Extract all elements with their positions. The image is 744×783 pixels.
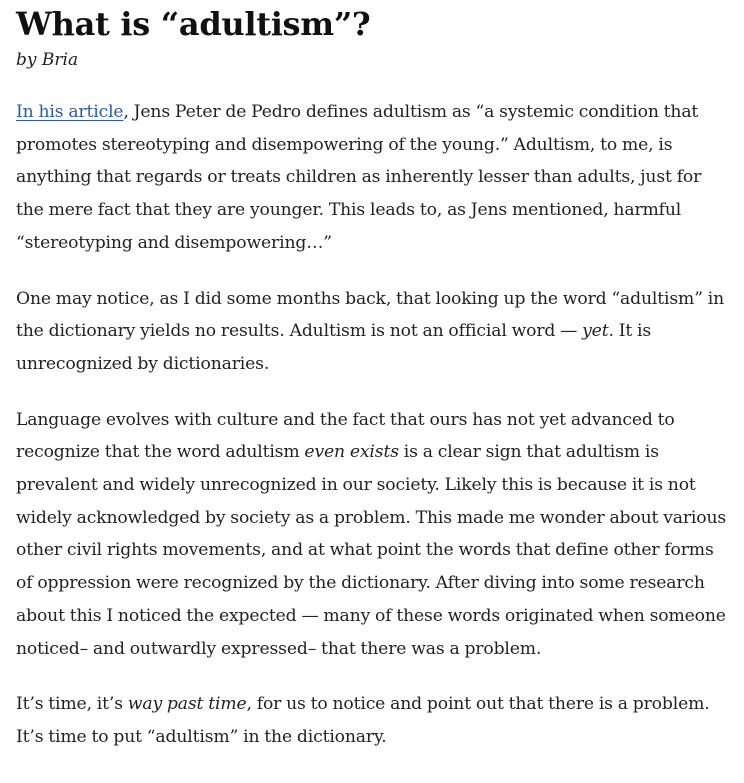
paragraph-1-text: , Jens Peter de Pedro defines adultism as “a systemic condition that promotes stereotyping and disempowering of the young.” Adultism, to me, is anything that regards or treats children as inherently lesser than adults, just for the mere fact that they are younger. This leads to, as Jens mentioned, harmful “stereotyping and disempowering…” [16,102,702,253]
paragraph-2-emphasis: yet [582,321,609,342]
byline: by Bria [16,50,79,70]
paragraph-3-emphasis: even exists [304,442,399,463]
paragraph-2-text-b: . It is unrecognized by dictionaries. [16,321,652,374]
paragraph-4-text-b: , for us to notice and point out that there is a problem. It’s time to put “adultism” in the dictionary. [16,694,710,747]
paragraph-1 [16,96,728,260]
paragraph-3-text-a: Language evolves with culture and the fact that ours has not yet advanced to recognize that the word adultism [16,409,675,463]
paragraph-2 [16,283,728,381]
paragraph-3-text-b: is a clear sign that adultism is prevalent and widely unrecognized in our society. Likely this is because it is not widely acknowledged by society as a problem. This made me wonder about various other civil rights movements, and at what point the words that define other forms of oppression were recognized by the dictionary. After diving into some research about this I noticed the expected — many of these words originated when someone noticed– and outwardly expressed– that there was a problem. [16,442,727,659]
paragraph-2-text-a: One may notice, as I did some months back, that looking up the word “adultism” in the dictionary yields no results. Adultism is not an official word — [16,288,725,342]
article [16,0,728,754]
article-link[interactable]: In his article [16,102,124,122]
paragraph-4-emphasis: way past time [127,694,247,715]
paragraph-4-text-a: It’s time, it’s [16,694,128,715]
paragraph-3 [16,404,728,666]
paragraph-4 [16,688,728,753]
article-title: What is “adultism”? [16,5,371,43]
